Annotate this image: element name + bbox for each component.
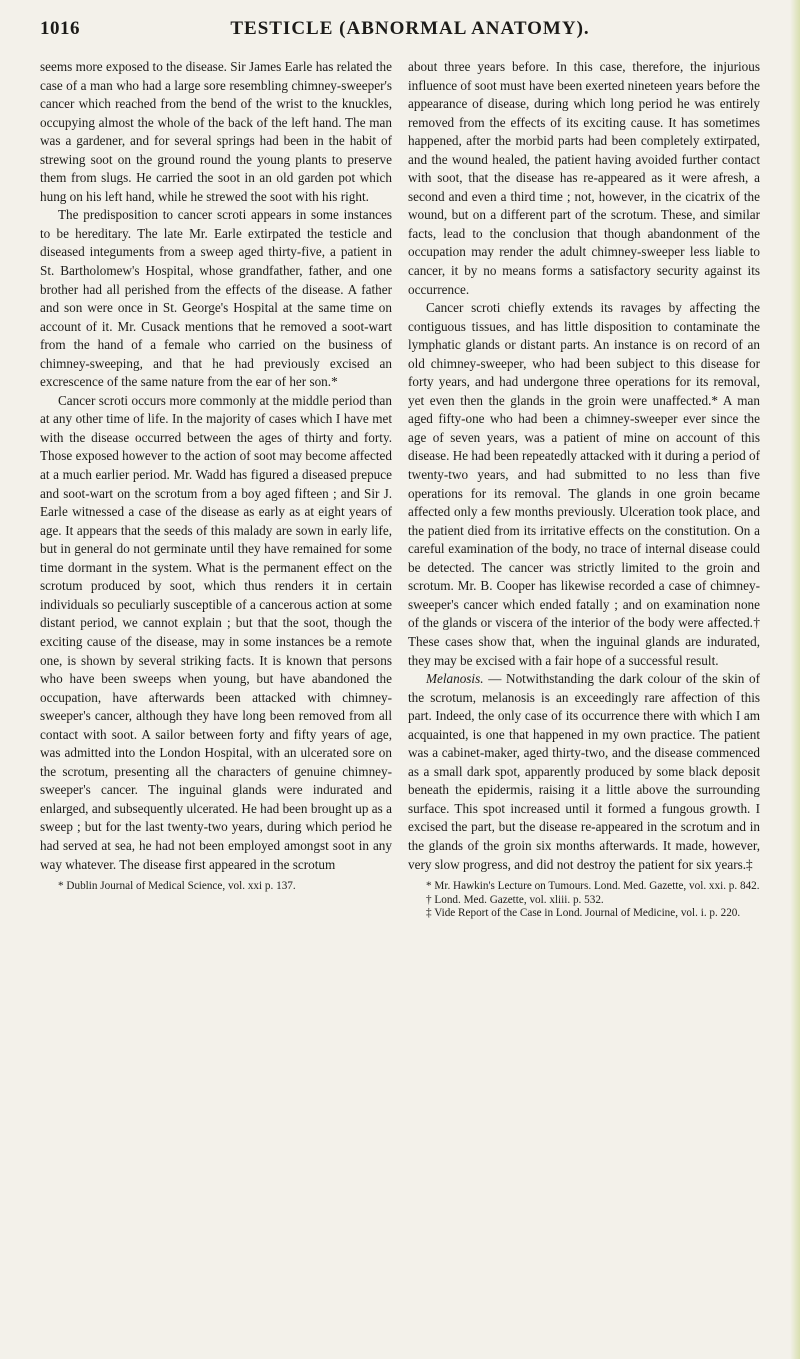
paragraph-melanosis <box>408 670 760 874</box>
section-label: Melanosis. <box>426 671 484 687</box>
footnote: * Mr. Hawkin's Lecture on Tumours. Lond. Med. Gazette, vol. xxi. p. 842. <box>426 880 760 893</box>
footnote: † Lond. Med. Gazette, vol. xliii. p. 532. <box>426 893 604 906</box>
left-column <box>40 58 392 894</box>
page-number: 1016 <box>40 18 80 39</box>
page-header <box>40 18 780 50</box>
paragraph: about three years before. In this case, therefore, the injurious influence of soot must have been exerted nineteen years before the appearance of disease, during which long period he was entirely removed from the effects of its exciting cause. It has sometimes happened, after the morbid parts had been completely extirpated, and the wound healed, the patient having avoided further contact with soot, that the disease has re-appeared as it were afresh, a second and even a third time ; not, however, in the cicatrix of the wound, but on a different part of the scrotum. These, and similar facts, lead to the conclusion that though abandonment of the occupation may render the adult chimney-sweeper less liable to cancer, it by no means forms a satisfactory security against its occurrence. <box>408 59 760 297</box>
paragraph: Cancer scroti chiefly extends its ravages by affecting the contiguous tissues, and has little disposition to contaminate the lymphatic glands or distant parts. An instance is on record of an old chimney-sweeper, who had been subject to this disease for forty years, and had undergone three operations for its removal, yet even then the glands in the groin were unaffected.* A man aged fifty-one who had been a chimney-sweeper ever since the age of seven years, was a patient of mine on account of this disease. He had been repeatedly attacked with it during a period of twenty-two years, and had submitted to no less than five operations for its removal. The glands in one groin became affected only a few months previously. Ulceration took place, and the patient died from its irritative effects on the constitution. On a careful examination of the body, no trace of internal disease could be detected. The cancer was strictly limited to the groin and scrotum. Mr. B. Cooper has likewise recorded a case of chimney-sweeper's cancer which ended fatally ; and on examination none of the glands or viscera of the interior of the body were affected.† These cases show that, when the inguinal glands are indurated, they may be excised with a fair hope of a successful result. <box>408 300 760 668</box>
paragraph: seems more exposed to the disease. Sir James Earle has related the case of a man who had a large sore resembling chimney-sweeper's cancer which reached from the bend of the wrist to the knuckles, occupying almost the whole of the back of the left hand. The man was a gardener, and for several springs had been in the habit of strewing soot on the ground round the young plants to preserve them from slugs. He carried the soot in an old garden pot which hung on his left hand, while he strewed the soot with his right. <box>40 59 392 204</box>
footnote: ‡ Vide Report of the Case in Lond. Journal of Medicine, vol. i. p. 220. <box>426 907 741 920</box>
right-column <box>408 58 760 921</box>
paragraph: The predisposition to cancer scroti appears in some instances to be hereditary. The late Mr. Earle extirpated the testicle and diseased integuments from a sweep aged thirty-five, a patient in St. Bartholomew's Hospital, whose grandfather, father, and one brother had all perished from the effects of the disease. A father and son were once in St. George's Hospital at the same time on account of it. Mr. Cusack mentions that he removed a soot-wart from the hand of a female who carried on the business of chimney-sweeping, and that he had previously excised an excrescence of the same nature from the ear of her son.* <box>40 207 392 390</box>
footnote: * Dublin Journal of Medical Science, vol. xxi p. 137. <box>58 880 296 893</box>
running-head: TESTICLE (ABNORMAL ANATOMY). <box>230 18 590 39</box>
page-edge <box>790 0 800 1359</box>
paragraph: Cancer scroti occurs more commonly at the middle period than at any other time of life. In the majority of cases which I have met with the disease occurred between the ages of thirty and forty. Those exposed however to the action of soot may become affected at a much earlier period. Mr. Wadd has figured a diseased prepuce and soot-wart on the scrotum from a boy aged fifteen ; and Sir J. Earle witnessed a case of the disease as early as at eight years of age. It appears that the seeds of this malady are sown in early life, but in general do not germinate until they have remained for some time dormant in the system. What is the permanent effect on the scrotum produced by soot, which thus renders it in certain individuals so peculiarly susceptible of a cancerous action at some distant period, we cannot explain ; but that the soot, though the exciting cause of the disease, may in some instances be a remote one, is shown by several striking facts. It is known that persons who have been sweeps when young, but have abandoned the occupation, have afterwards been attacked with chimney-sweeper's cancer, although they have long been removed from all contact with soot. A sailor between forty and fifty years of age, was admitted into the London Hospital, with an ulcerated sore on the scrotum, presenting all the characters of genuine chimney-sweeper's cancer. The inguinal glands were indurated and enlarged, and subsequently ulcerated. He had been brought up as a sweep ; but for the last twenty-two years, during which period he had served at sea, he had not been employed amongst soot in any way whatever. The disease first appeared in the scrotum <box>40 392 392 872</box>
paragraph-text: — Notwithstanding the dark colour of the skin of the scrotum, melanosis is an exceedingly rare affection of this part. Indeed, the only case of its occurrence there with which I am acquainted, is one that happened in my own practice. The patient was a cabinet-maker, aged thirty-two, and the disease commenced as a small dark spot, apparently produced by some black deposit beneath the epidermis, raising it a little above the surrounding surface. This spot increased until it formed a fungous growth. I excised the part, but the disease re-appeared in the scrotum and in the glands of the groin six months afterwards. It made, however, very slow progress, and did not destroy the patient for six years.‡ <box>408 671 760 872</box>
